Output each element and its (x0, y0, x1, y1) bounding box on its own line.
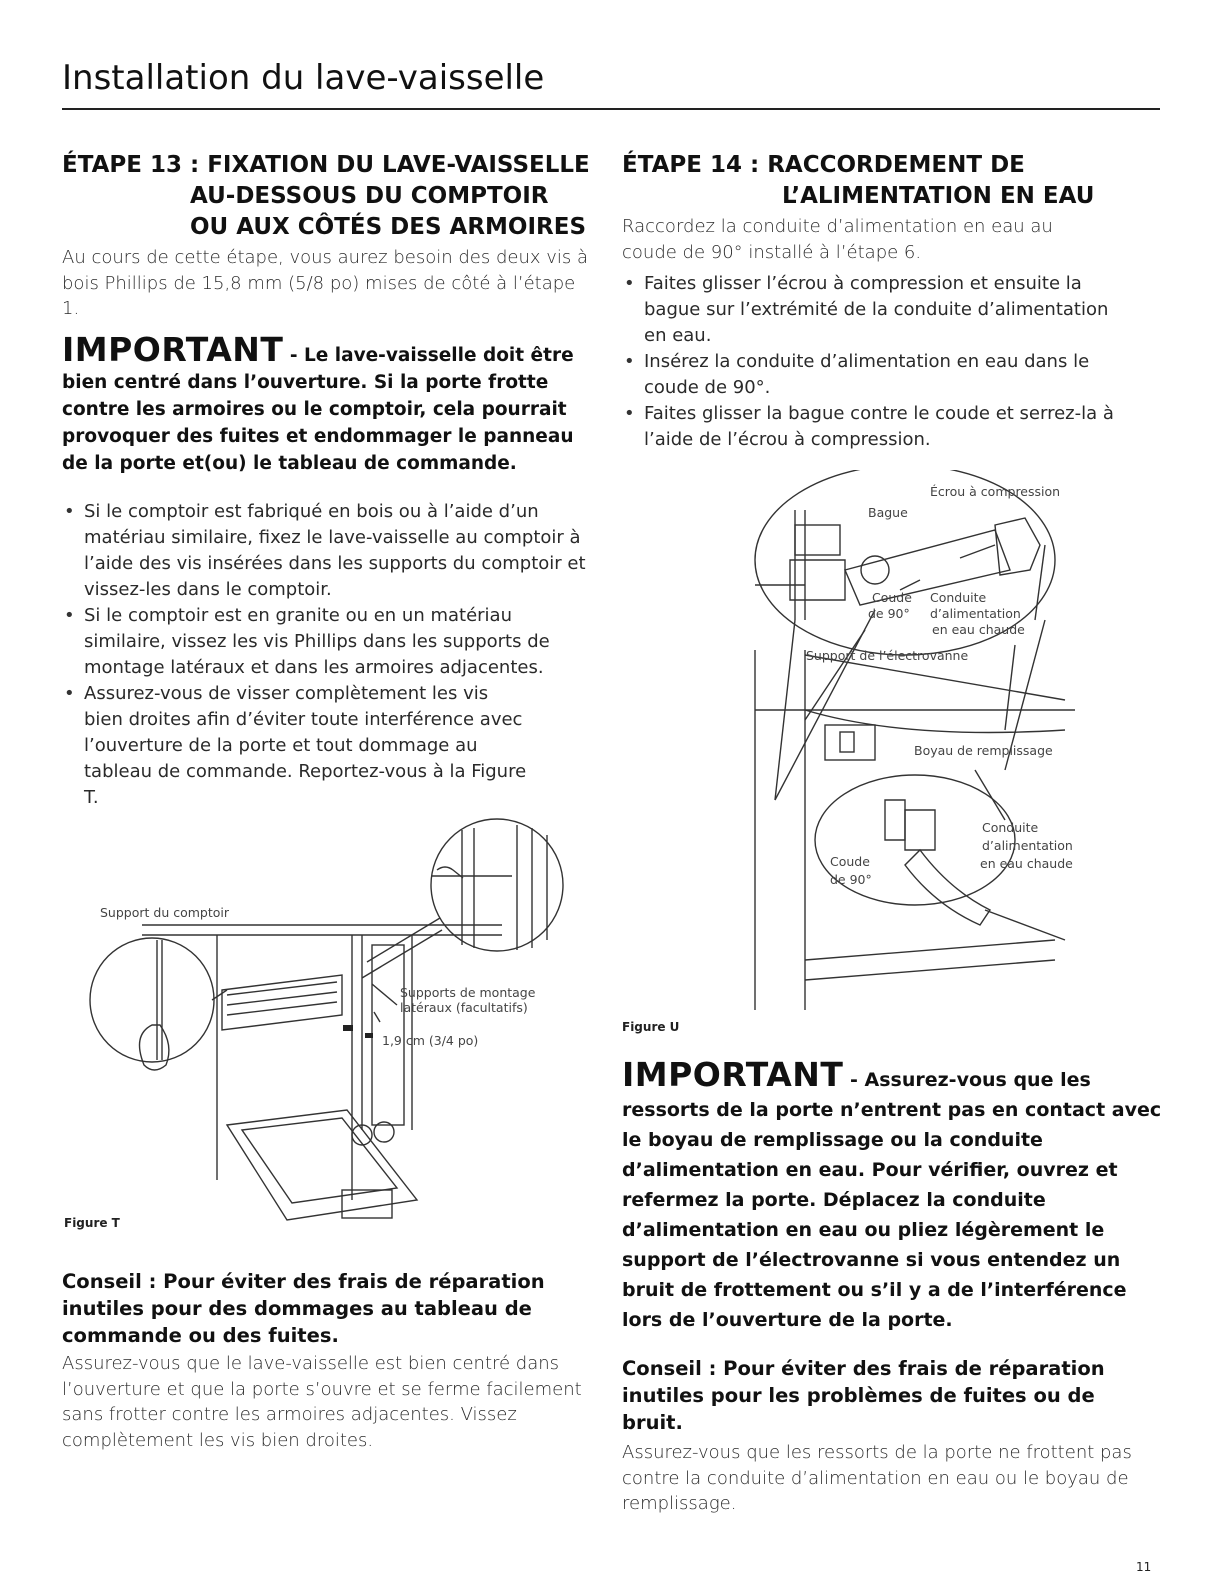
callout-conduite2-a: Conduite (982, 820, 1039, 835)
step14-intro: Raccordez la conduite d’alimentation en eau au coude de 90° installé à l’étape 6. (622, 216, 1053, 263)
title-rule (62, 108, 1160, 110)
figure-t-label: Figure T (64, 1216, 120, 1230)
step14-heading-line1: ÉTAPE 14 : RACCORDEMENT DE (622, 152, 1025, 178)
figure-u-label: Figure U (622, 1020, 680, 1034)
callout-conduite-b: d’alimentation (930, 606, 1021, 621)
list-item: • Si le comptoir est en granite ou en un matériau similaire, vissez les vis Phillips dans les supports de montage latéraux et dans les armoires adjacentes. (62, 603, 592, 681)
step14-heading-line2: L’ALIMENTATION EN EAU (782, 183, 1095, 209)
step14-important (622, 1055, 1162, 1335)
figure-t-illustration (62, 800, 582, 1270)
callout-bague: Bague (868, 505, 908, 520)
step13-heading-line2: AU-DESSOUS DU COMPTOIR (190, 183, 549, 209)
callout-measure: 1,9 cm (3/4 po) (382, 1033, 479, 1048)
callout-support-comptoir: Support du comptoir (100, 905, 230, 920)
callout-ecrou-compression: Écrou à compression (930, 484, 1061, 499)
list-item: • Faites glisser l’écrou à compression et ensuite la bague sur l’extrémité de la conduite d’alimentation en eau. (622, 271, 1162, 349)
step13-heading-line1: ÉTAPE 13 : FIXATION DU LAVE-VAISSELLE (62, 152, 590, 178)
callout-supports-montage-2: latéraux (facultatifs) (400, 1000, 528, 1015)
step13-column (62, 150, 592, 811)
callout-supports-montage-1: Supports de montage (400, 985, 536, 1000)
step13-important (62, 329, 592, 477)
list-item: • Faites glisser la bague contre le coude et serrez-la à l’aide de l’écrou à compression. (622, 401, 1162, 453)
callout-coude-b: de 90° (868, 606, 910, 621)
step14-tip-heading: Conseil : Pour éviter des frais de réparation inutiles pour les problèmes de fuites ou de bruit. (622, 1357, 1105, 1434)
page-title: Installation du lave-vaisselle (62, 58, 545, 98)
callout-coude-a: Coude (872, 590, 912, 605)
important-word: IMPORTANT (622, 1055, 844, 1094)
list-item: • Assurez-vous de visser complètement les vis bien droites afin d’éviter toute interférence avec l’ouverture de la porte et tout dommage au tableau de commande. Reportez-vous à la Figure T. (62, 681, 592, 811)
step13-heading-line3: OU AUX CÔTÉS DES ARMOIRES (190, 214, 587, 240)
callout-support-electrovanne: Support de l’électrovanne (806, 648, 969, 663)
important-text: - Le lave-vaisselle doit être bien centré dans l’ouverture. Si la porte frotte contre les armoires ou le comptoir, cela pourrait provoquer des fuites et endommager le panneau de la porte et(ou) le tableau de commande. (62, 344, 574, 474)
callout-conduite2-c: en eau chaude (980, 856, 1073, 871)
step13-tip (62, 1268, 602, 1453)
callout-conduite2-b: d’alimentation (982, 838, 1073, 853)
step14-important-block (622, 1055, 1162, 1517)
list-item: • Insérez la conduite d’alimentation en eau dans le coude de 90°. (622, 349, 1162, 401)
step13-heading (62, 150, 592, 243)
step14-tip-text: Assurez-vous que les ressorts de la porte ne frottent pas contre la conduite d’alimentation en eau ou le boyau de remplissage. (622, 1442, 1132, 1514)
step14-column (622, 150, 1162, 453)
callout-conduite-a: Conduite (930, 590, 987, 605)
page-number: 11 (1136, 1560, 1152, 1574)
callout-boyau-remplissage: Boyau de remplissage (914, 743, 1053, 758)
step13-tip-text: Assurez-vous que le lave-vaisselle est bien centré dans l’ouverture et que la porte s’ouvre et se ferme facilement sans frotter contre les armoires adjacentes. Vissez complètement les vis bien droites. (62, 1353, 582, 1451)
list-item: • Si le comptoir est fabriqué en bois ou à l’aide d’un matériau similaire, fixez le lave-vaisselle au comptoir à l’aide des vis insérées dans les supports du comptoir et vissez-les dans le comptoir. (62, 499, 592, 603)
callout-coude2-a: Coude (830, 854, 870, 869)
callout-coude2-b: de 90° (830, 872, 872, 887)
step13-intro: Au cours de cette étape, vous aurez besoin des deux vis à bois Phillips de 15,8 mm (5/8 po) mises de côté à l’étape 1. (62, 247, 589, 319)
important-word: IMPORTANT (62, 329, 284, 369)
step13-bullets (62, 499, 592, 811)
important-text: - Assurez-vous que les ressorts de la porte n’entrent pas en contact avec le boyau de remplissage ou la conduite d’alimentation en eau. Pour vérifier, ouvrez et refermez la porte. Déplacez la conduite d’alimentation en eau ou pliez légèrement le support de l’électrovanne si vous entendez un bruit de frottement ou s’il y a de l’interférence lors de l’ouverture de la porte. (622, 1069, 1162, 1331)
step14-bullets (622, 271, 1162, 453)
step14-heading (622, 150, 1162, 212)
callout-conduite-c: en eau chaude (932, 622, 1025, 637)
step13-tip-heading: Conseil : Pour éviter des frais de réparation inutiles pour des dommages au tableau de commande ou des fuites. (62, 1270, 545, 1347)
